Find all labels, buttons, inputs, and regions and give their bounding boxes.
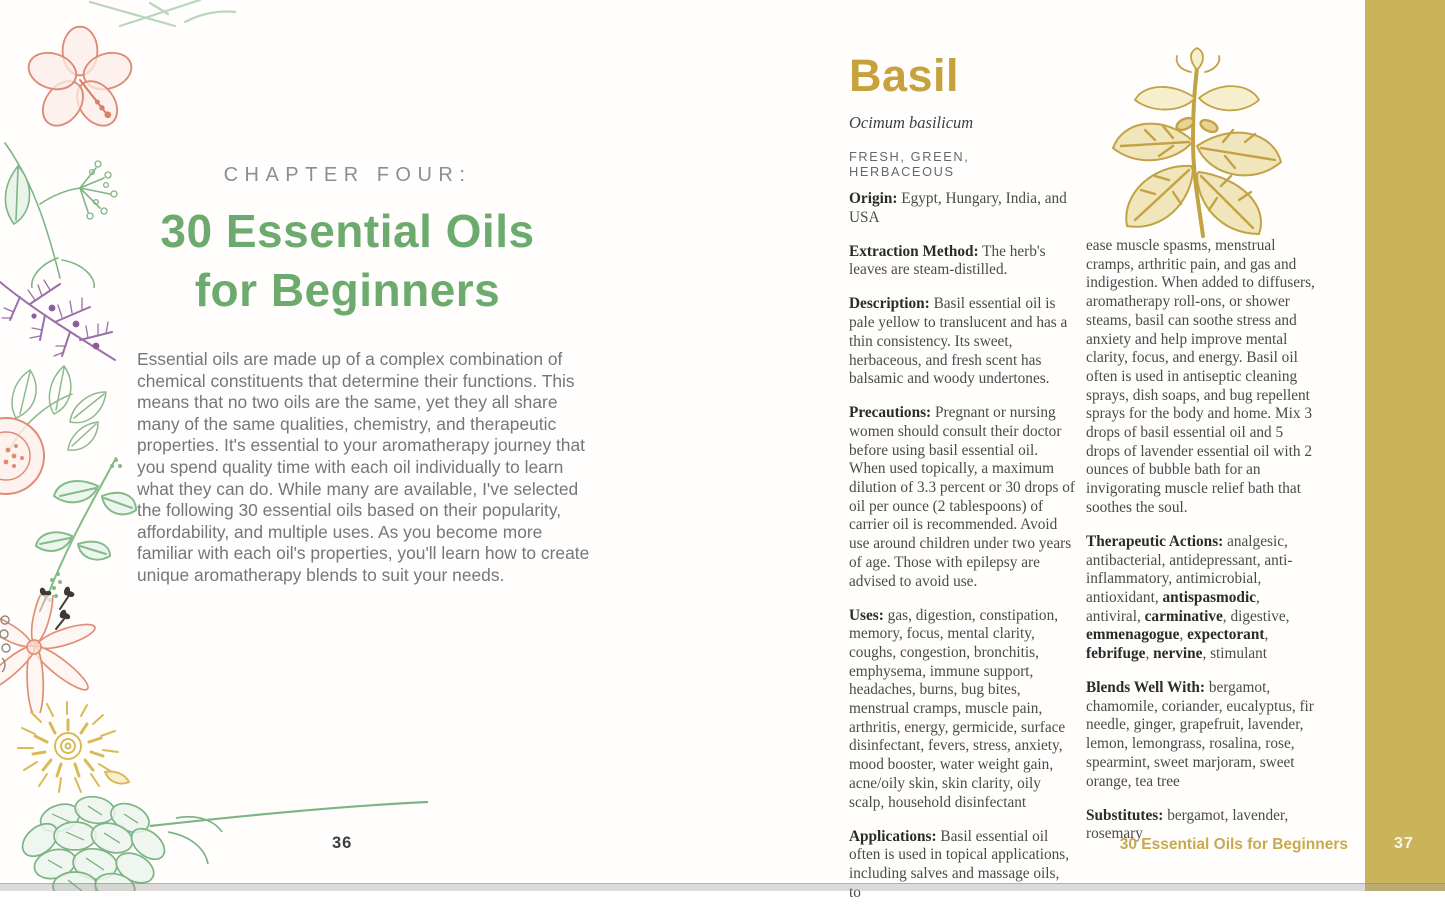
- left-page-number: 36: [332, 834, 353, 852]
- running-footer: 30 Essential Oils for Beginners: [1119, 836, 1348, 853]
- mint-sprig-illustration: [28, 452, 140, 604]
- oil-sections-column2: [1086, 237, 1315, 859]
- oil-info-section: Description: Basil essential oil is pale yellow to translucent and has a thin consistency. Its sweet, herbaceous, and fresh scent has balsamic and woody undertones.: [849, 295, 1068, 388]
- basil-plant-illustration: [1093, 46, 1293, 238]
- section-label: Description:: [849, 295, 930, 313]
- chapter-intro-paragraph: Essential oils are made up of a complex combination of chemical constituents that determine their functions. This means that no two oils are the same, yet they all share many of the same qualities, chemistry, and therapeutic properties. It's essential to your aromatherapy journey that you spend quality time with each oil individually to learn what they can do. While many are available, I've selected the following 30 essential oils based on their popularity, affordability, and multiple uses. As you become more familiar with each oil's properties, you'll learn how to create unique aromatherapy blends to suit your needs.: [137, 349, 590, 585]
- oil-scent-profile: FRESH, GREEN, HERBACEOUS: [849, 149, 970, 179]
- geranium-cluster-illustration: [0, 788, 432, 891]
- section-label: Substitutes:: [1086, 806, 1164, 824]
- section-label: Blends Well With:: [1086, 679, 1206, 697]
- right-page-number: 37: [1394, 835, 1414, 852]
- oil-sections-column1: [849, 190, 1075, 902]
- chapter-title: [75, 202, 620, 320]
- page-bottom-edge: [0, 883, 1445, 891]
- oil-latin-name: Ocimum basilicum: [849, 113, 974, 132]
- chapter-kicker: CHAPTER FOUR:: [223, 164, 472, 186]
- oil-info-section: Origin: Egypt, Hungary, India, and USA: [849, 190, 1067, 226]
- ylang-ylang-flower-illustration: [0, 595, 132, 713]
- section-label: Precautions:: [849, 404, 932, 422]
- oil-info-section: Therapeutic Actions: analgesic, antibacterial, antidepressant, anti-inflammatory, antimicrobial, antioxidant, antispasmodic, antiviral, carminative, digestive, emmenagogue, expectorant, febrifuge, nervine, stimulant: [1086, 532, 1293, 663]
- calendula-flower-illustration: [5, 700, 133, 800]
- basil-column-1: [849, 52, 1075, 918]
- oil-info-section: Substitutes: bergamot, lavender, rosemary: [1086, 806, 1289, 843]
- seed-pod-fragment-illustration: [0, 612, 16, 672]
- oil-info-section: Precautions: Pregnant or nursing women should consult their doctor before using basil essential oil. When used topically, a maximum dilution of 3.3 percent or 30 drops of oil per ounce (2 tablespoons) of carrier oil is recommended. Avoid use around children under two years of age. Those with epilepsy are advised to avoid use.: [849, 404, 1076, 590]
- section-label: Uses:: [849, 606, 884, 624]
- oil-info-section: Uses: gas, digestion, constipation, memory, focus, mental clarity, coughs, congestion, bronchitis, emphysema, immune support, headaches, burns, bug bites, menstrual cramps, muscle pain, arthritis, energy, germicide, surface disinfectant, fevers, stress, anxiety, mood booster, water weight gain, acne/oily skin, skin clarity, oily scalp, household disinfectant: [849, 606, 1066, 811]
- page-edge-band: [1365, 0, 1445, 891]
- section-label: Therapeutic Actions:: [1086, 532, 1224, 550]
- chapter-title-line2: for Beginners: [194, 264, 501, 316]
- hibiscus-flower-illustration: [22, 22, 138, 138]
- section-label: Extraction Method:: [849, 242, 979, 260]
- oil-info-section: Extraction Method: The herb's leaves are steam-distilled.: [849, 242, 1046, 279]
- oil-info-section: Applications: Basil essential oil often is used in topical applications, including salves and massage oils, to: [849, 827, 1070, 901]
- section-label: Origin:: [849, 190, 898, 207]
- chapter-title-line1: 30 Essential Oils: [160, 205, 535, 257]
- oil-info-section: ease muscle spasms, menstrual cramps, arthritic pain, and gas and indigestion. When added to diffusers, aromatherapy roll-ons, or shower steams, basil can soothe stress and anxiety and help improve mental clarity, focus, and energy. Basil oil often is used in antiseptic cleaning sprays, dish soaps, and bug repellent sprays for the body and home. Mix 3 drops of basil essential oil and 5 drops of lavender essential oil with 2 ounces of bubble bath for an invigorating muscle relief bath that soothes the soul.: [1086, 237, 1315, 516]
- section-label: Applications:: [849, 827, 937, 845]
- oil-info-section: Blends Well With: bergamot, chamomile, coriander, eucalyptus, fir needle, ginger, grapefruit, lavender, lemon, lemongrass, rosalina, rose, spearmint, sweet marjoram, sweet orange, tea tree: [1086, 679, 1314, 790]
- oil-title: Basil: [849, 50, 960, 101]
